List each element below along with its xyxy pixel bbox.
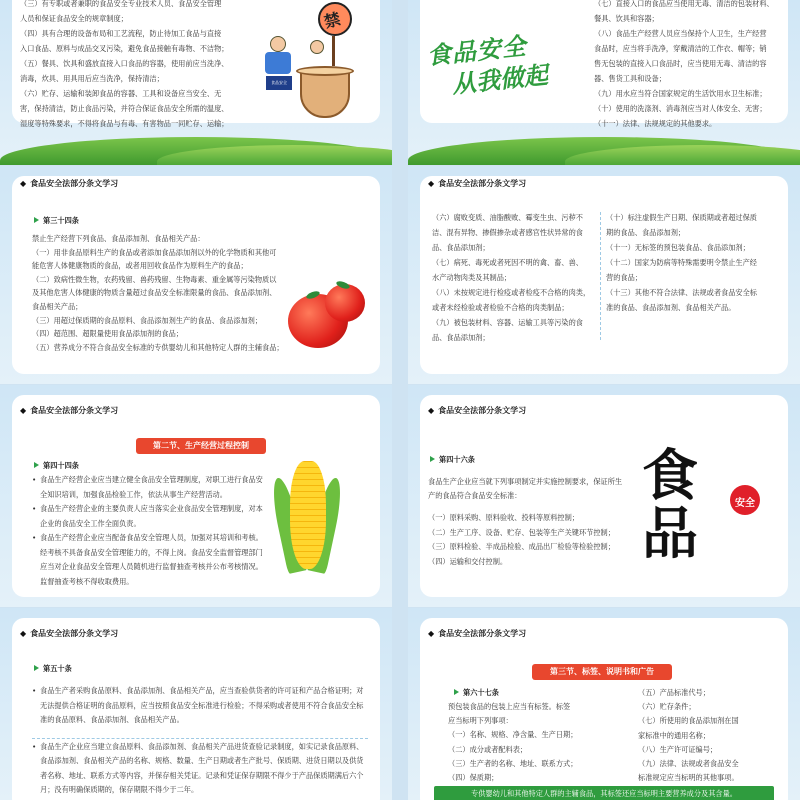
article-heading bbox=[454, 688, 499, 698]
article-title: 第六十七条 bbox=[463, 688, 499, 697]
diamond-icon: ◆ bbox=[20, 629, 27, 638]
text-line: （六）贮存条件； bbox=[638, 702, 696, 712]
calligraphy-big: 食品 bbox=[642, 443, 698, 567]
divider bbox=[32, 738, 368, 739]
section-header bbox=[20, 628, 118, 639]
triangle-marker-icon bbox=[454, 689, 459, 695]
text-line: 家标准中的通用名称； bbox=[638, 730, 710, 740]
diamond-icon: ◆ bbox=[20, 179, 27, 188]
text-line: （三）用超过保质期的食品原料、食品添加剂生产的食品、食品添加剂； bbox=[32, 315, 263, 325]
text-line: 食品相关产品； bbox=[32, 301, 83, 311]
text-line: 湿度等特殊要求，不得将食品与有毒、有害物品一同贮存、运输； bbox=[20, 119, 229, 128]
text-line: （九）法律、法规或者食品安全 bbox=[638, 759, 739, 769]
section-header bbox=[428, 178, 526, 189]
slide-6 bbox=[408, 385, 800, 607]
notice-band: 专供婴幼儿和其他特定人群的主辅食品，其标签还应当标明主要营养成分及其含量。 bbox=[434, 786, 774, 800]
law-text-block bbox=[32, 232, 322, 354]
article-heading bbox=[34, 664, 72, 674]
slide-2 bbox=[408, 0, 800, 165]
text-line: 营的食品； bbox=[606, 273, 642, 282]
text-line: （八）生产许可证编号； bbox=[638, 744, 718, 754]
text-line: 入口食品、原料与成品交叉污染，避免食品接触有毒物、不洁物； bbox=[20, 44, 229, 53]
text-line: 餐具、饮具和容器； bbox=[594, 14, 659, 23]
text-line: 应当标明下列事项： bbox=[448, 716, 513, 726]
triangle-marker-icon bbox=[430, 456, 435, 462]
section-header-label: 食品安全法部分条文学习 bbox=[30, 629, 119, 638]
article-title: 第三十四条 bbox=[43, 216, 79, 225]
triangle-marker-icon bbox=[34, 462, 39, 468]
section-header bbox=[428, 628, 526, 639]
text-line: （一）原料采购、原料验收、投料等原料控制； bbox=[428, 513, 579, 522]
diamond-icon: ◆ bbox=[428, 406, 435, 415]
text-line: （五）餐具、饮具和盛放直接入口食品的容器，使用前应当洗净、 bbox=[20, 59, 229, 68]
section-header-label: 食品安全法部分条文学习 bbox=[438, 406, 527, 415]
section-header-label: 食品安全法部分条文学习 bbox=[30, 406, 119, 415]
text-line: （二）生产工序、设备、贮存、包装等生产关键环节控制； bbox=[428, 527, 615, 537]
text-line: （六）贮存、运输和装卸食品的容器、工具和设备应当安全、无 bbox=[20, 89, 222, 98]
text-line: （八）食品生产经营人员应当保持个人卫生，生产经营 bbox=[594, 29, 767, 38]
bullet-list bbox=[32, 473, 268, 589]
text-line: 标准规定应当标明的其他事项。 bbox=[638, 773, 739, 783]
text-line: 禁止生产经营下列食品、食品添加剂、食品相关产品： bbox=[32, 234, 205, 243]
law-text-block bbox=[20, 0, 250, 131]
triangle-marker-icon bbox=[34, 665, 39, 671]
slogan-line-1: 食品安全 bbox=[425, 31, 528, 71]
law-text-block bbox=[594, 0, 784, 131]
text-line: （五）营养成分不符合食品安全标准的专供婴幼儿和其他特定人群的主辅食品； bbox=[32, 342, 284, 352]
text-line: 售无包装的直接入口食品时，应当使用无毒、清洁的容 bbox=[594, 59, 767, 68]
kids-cooking-illustration bbox=[262, 0, 362, 125]
text-line: （四）超范围、超限量使用食品添加剂的食品； bbox=[32, 329, 183, 339]
bullet-list bbox=[32, 684, 368, 798]
law-text-block bbox=[428, 511, 628, 569]
section-header-label: 食品安全法部分条文学习 bbox=[30, 179, 119, 188]
text-line: （六）腐败变质、油脂酸败、霉变生虫、污秽不 bbox=[432, 213, 583, 222]
text-line: （一）用非食品原料生产的食品或者添加食品添加剂以外的化学物质和其他可 bbox=[32, 247, 277, 257]
article-heading bbox=[430, 455, 475, 465]
law-text-right bbox=[638, 686, 788, 785]
article-heading bbox=[34, 216, 79, 226]
article-title: 第四十四条 bbox=[43, 461, 79, 470]
section-header bbox=[20, 405, 118, 416]
text-line: 及其他危害人体健康的物质含量超过食品安全标准限量的食品、食品添加剂、 bbox=[32, 288, 277, 298]
text-line: （四）具有合理的设备布局和工艺流程，防止待加工食品与直接 bbox=[20, 29, 222, 38]
text-line: 人员和保证食品安全的规章制度； bbox=[20, 14, 128, 23]
section-header bbox=[428, 405, 526, 416]
text-line: （一）名称、规格、净含量、生产日期； bbox=[448, 730, 578, 740]
list-item: • 食品生产经营企业应当建立健全食品安全管理制度，对职工进行食品安全知识培训，加强食品检验工作，依法从事生产经营活动。 bbox=[32, 473, 268, 502]
text-line: （三）原料检验、半成品检验、成品出厂检验等检验控制； bbox=[428, 542, 615, 551]
text-line: （十）使用的洗涤剂、消毒剂应当对人体安全、无害； bbox=[594, 104, 767, 113]
list-item: • 食品生产企业应当建立食品原料、食品添加剂、食品相关产品进货查验记录制度，如实记录食品原料、食品添加剂、食品相关产品的名称、规格、数量、生产日期或者生产批号、保质期、进货日期以及供货者名称、地址、联系方式等内容，并保存相关凭证。记录和凭证保存期限不得少于产品保质期满后六个月；没有明确保质期的，保存期限不得少于二年。 bbox=[32, 740, 368, 798]
text-line: （七）病死、毒死或者死因不明的禽、畜、兽、 bbox=[432, 258, 583, 267]
law-text-right bbox=[606, 210, 781, 315]
text-line: （五）产品标准代号； bbox=[638, 688, 710, 697]
slide-1 bbox=[0, 0, 392, 165]
text-line: 食品时，应当将手洗净，穿戴清洁的工作衣、帽等；销 bbox=[594, 44, 767, 53]
text-line: 洁、混有异物、掺假掺杂或者感官性状异常的食 bbox=[432, 228, 583, 237]
text-line: 准的食品、食品添加剂、食品相关产品。 bbox=[606, 303, 736, 312]
text-line: 品、食品添加剂； bbox=[432, 333, 490, 342]
text-line: 期的食品、食品添加剂； bbox=[606, 228, 686, 237]
slide-3 bbox=[0, 166, 392, 384]
slide-8 bbox=[408, 608, 800, 800]
column-divider bbox=[600, 212, 601, 340]
article-heading bbox=[34, 461, 79, 471]
section-banner: 第二节、生产经营过程控制 bbox=[136, 438, 266, 454]
text-line: （十一）无标签的预包装食品、食品添加剂； bbox=[606, 243, 750, 252]
slide-7 bbox=[0, 608, 392, 800]
intro-text: 食品生产企业应当就下列事项制定并实施控制要求，保证所生产的食品符合食品安全标准： bbox=[428, 477, 623, 500]
section-header-label: 食品安全法部分条文学习 bbox=[438, 629, 527, 638]
box-label: 食品安全 bbox=[266, 76, 292, 90]
diamond-icon: ◆ bbox=[428, 629, 435, 638]
text-line: 害，保持清洁，防止食品污染，并符合保证食品安全所需的温度、 bbox=[20, 104, 229, 113]
text-line: 能危害人体健康物质的食品，或者用回收食品作为原料生产的食品； bbox=[32, 261, 248, 271]
section-header bbox=[20, 178, 118, 189]
forbidden-sign-text: 禁 bbox=[322, 9, 343, 32]
text-line: （十）标注虚假生产日期、保质期或者超过保质 bbox=[606, 213, 757, 222]
text-line: 水产动物肉类及其制品； bbox=[432, 273, 512, 282]
text-line: （四）运输和交付控制。 bbox=[428, 556, 508, 566]
text-line: （三）生产者的名称、地址、联系方式； bbox=[448, 758, 578, 768]
text-line: 消毒，炊具、用具用后应当洗净，保持清洁； bbox=[20, 74, 164, 83]
text-line: （二）致病性微生物，农药残留、兽药残留、生物毒素、重金属等污染物质以 bbox=[32, 274, 277, 284]
text-line: （八）未按规定进行检疫或者检疫不合格的肉类， bbox=[432, 288, 591, 297]
seal-text: 安全 bbox=[735, 498, 755, 509]
slogan-line-2: 从我做起 bbox=[450, 60, 550, 99]
text-line: （十一）法律、法规规定的其他要求。 bbox=[594, 119, 717, 128]
text-line: （十二）国家为防病等特殊需要明令禁止生产经 bbox=[606, 258, 757, 267]
slide-5 bbox=[0, 385, 392, 607]
text-line: 或者未经检验或者检验不合格的肉类制品； bbox=[432, 303, 569, 312]
text-line: （四）保质期； bbox=[448, 773, 499, 783]
text-line: （七）直接入口的食品应当使用无毒、清洁的包装材料、 bbox=[594, 0, 774, 8]
text-line: 品、食品添加剂； bbox=[432, 243, 490, 252]
list-item: • 食品生产经营企业的主要负责人应当落实企业食品安全管理制度，对本企业的食品安全工作全面负责。 bbox=[32, 502, 268, 531]
section-banner: 第三节、标签、说明书和广告 bbox=[532, 664, 672, 680]
law-text-left bbox=[448, 700, 638, 785]
text-line: 器、售货工具和设备； bbox=[594, 74, 666, 83]
text-line: （九）用水应当符合国家规定的生活饮用水卫生标准； bbox=[594, 89, 767, 98]
text-line: （二）成分或者配料表； bbox=[448, 744, 528, 754]
triangle-marker-icon bbox=[34, 217, 39, 223]
text-line: （三）有专职或者兼职的食品安全专业技术人员、食品安全管理 bbox=[20, 0, 222, 8]
diamond-icon: ◆ bbox=[20, 406, 27, 415]
section-header-label: 食品安全法部分条文学习 bbox=[438, 179, 527, 188]
text-line: （九）被包装材料、容器、运输工具等污染的食 bbox=[432, 318, 583, 327]
diamond-icon: ◆ bbox=[428, 179, 435, 188]
list-item: • 食品生产经营企业应当配备食品安全管理人员，加强对其培训和考核。经考核不具备食品安全管理能力的，不得上岗。食品安全监督管理部门应当对企业食品安全管理人员随机进行监督抽查考核并公布考核情况。监督抽查考核不得收取费用。 bbox=[32, 531, 268, 589]
article-title: 第五十条 bbox=[43, 664, 72, 673]
article-title: 第四十六条 bbox=[439, 455, 475, 464]
law-text-left bbox=[432, 210, 604, 345]
text-line: （十三）其他不符合法律、法规或者食品安全标 bbox=[606, 288, 757, 297]
slide-4 bbox=[408, 166, 800, 384]
text-line: 预包装食品的包装上应当有标签。标签 bbox=[448, 702, 571, 711]
text-line: （七）所使用的食品添加剂在国 bbox=[638, 716, 739, 726]
list-item: • 食品生产者采购食品原料、食品添加剂、食品相关产品，应当查验供货者的许可证和产品合格证明；对无法提供合格证明的食品原料，应当按照食品安全标准进行检验；不得采购或者使用不符合食品安全标准的食品原料、食品添加剂、食品相关产品。 bbox=[32, 684, 368, 728]
